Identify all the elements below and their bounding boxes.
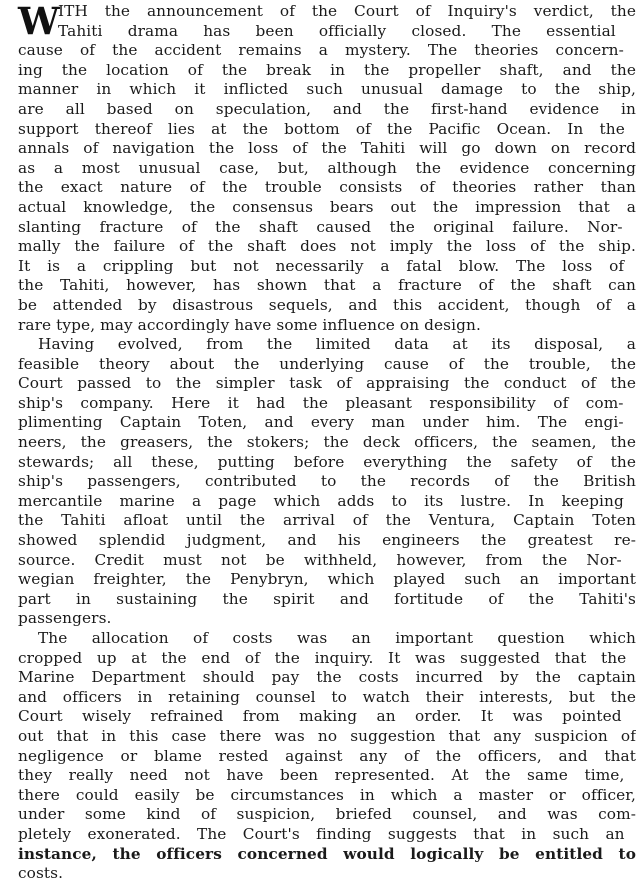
text-line: ship's company. Here it had the pleasant responsibility of com- [18,393,624,412]
text-line: the Tahiti, however, has shown that a fracture of the shaft can [18,276,636,295]
text-line: mally the failure of the shaft does not imply the loss of the ship. [18,237,636,256]
text-line: and officers in retaining counsel to watch their interests, but the [18,687,636,706]
text-line: slanting fracture of the shaft caused the original failure. Nor- [18,217,623,236]
text-line: be attended by disastrous sequels, and this accident, though of a [18,295,636,314]
text-line: ing the location of the break in the propeller shaft, and the [18,60,636,79]
article-body [18,2,636,884]
text-line: mercantile marine a page which adds to its lustre. In keeping [18,491,624,510]
text-line: cropped up at the end of the inquiry. It was suggested that the [18,648,627,667]
text-line: instance, the officers concerned would logically be entitled to [18,844,636,863]
text-line: passengers. [18,609,112,628]
text-line: wegian freighter, the Penybryn, which played such an important [18,570,636,589]
text-line: Court wisely refrained from making an order. It was pointed [18,707,622,726]
text-line: out that in this case there was no suggestion that any suspicion of [18,726,636,745]
text-line: It is a crippling but not necessarily a fatal blow. The loss of [18,256,625,275]
text-line: feasible theory about the underlying cause of the trouble, the [18,354,636,373]
text-line: support thereof lies at the bottom of the Pacific Ocean. In the [18,119,625,138]
text-line: as a most unusual case, but, although the evidence concerning [18,158,636,177]
article-column [18,2,636,884]
text-line: pletely exonerated. The Court's finding suggests that in such an [18,824,625,843]
text-line: Having evolved, from the limited data at its disposal, a [38,335,636,354]
text-line: costs. [18,864,64,883]
text-line: Tahiti drama has been officially closed. The essential [58,21,616,40]
text-line: source. Credit must not be withheld, however, from the Nor- [18,550,622,569]
text-line: they really need not have been represented. At the same time, [18,766,625,785]
text-line: under some kind of suspicion, briefed counsel, and was com- [18,805,636,824]
text-line: ITH the announcement of the Court of Inquiry's verdict, the [58,2,636,20]
text-line: Marine Department should pay the costs incurred by the captain [18,668,636,687]
text-line: are all based on speculation, and the first-hand evidence in [18,99,636,118]
text-line: showed splendid judgment, and his engineers the greatest re- [18,531,636,550]
text-line: stewards; all these, putting before everything the safety of the [18,452,636,471]
text-line: part in sustaining the spirit and fortitude of the Tahiti's [18,589,636,608]
text-line: rare type, may accordingly have some influence on design. [18,315,481,334]
text-line: actual knowledge, the consensus bears out the impression that a [18,197,636,216]
text-line: manner in which it inflicted such unusual damage to the ship, [18,80,636,99]
text-line: plimenting Captain Toten, and every man under him. The engi- [18,413,624,432]
text-line: cause of the accident remains a mystery. The theories concern- [18,41,624,60]
drop-cap: W [18,0,60,43]
text-line: the Tahiti afloat until the arrival of the Ventura, Captain Toten [18,511,636,530]
text-line: annals of navigation the loss of the Tahiti will go down on record [18,139,636,158]
text-line: ship's passengers, contributed to the records of the British [18,472,636,491]
text-line: there could easily be circumstances in which a master or officer, [18,785,636,804]
text-line: neers, the greasers, the stokers; the deck officers, the seamen, the [18,433,636,452]
text-line: The allocation of costs was an important question which [38,629,636,647]
text-line: the exact nature of the trouble consists of theories rather than [18,178,636,197]
text-line: Court passed to the simpler task of appraising the conduct of the [18,374,636,393]
text-line: negligence or blame rested against any of the officers, and that [18,746,636,765]
